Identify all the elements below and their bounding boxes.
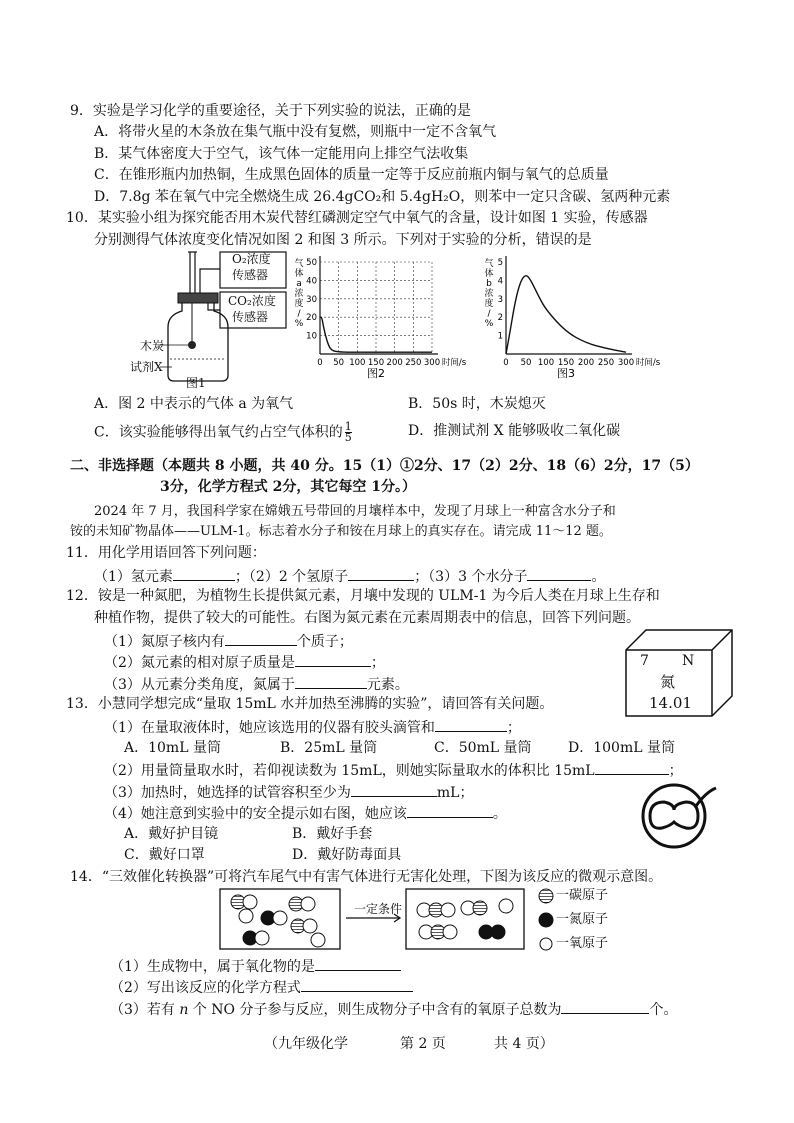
x-tick-label: 150 [557,358,575,368]
x-axis-label: 时间/s [441,358,467,368]
y-tick-label: 40 [306,276,317,287]
y-axis-label-char: 度 [484,299,494,309]
y-axis-label-char: 浓 [294,289,304,299]
figure-2-chart [290,248,470,390]
q12-stem-1: 12．铵是一种氮肥，为植物生长提供氮元素，月壤中发现的 ULM-1 为今后人类在月球上生存和 [66,588,660,604]
q12-part-1: （1）氮原子核内有 个质子； [104,631,353,651]
q13-option-b: B．25mL 量筒 [280,740,378,756]
charcoal-label: 木炭 [140,339,165,353]
y-tick-label: 10 [306,331,317,342]
figure-3-chart [480,248,670,390]
x-tick-label: 0 [503,358,509,368]
figure-1-caption: 图1 [186,376,206,390]
x-tick-label: 0 [317,358,323,368]
q10-option-a: A．图 2 中表示的气体 a 为氧气 [94,396,294,412]
q9-stem: 9．实验是学习化学的重要途径，关于下列实验的说法，正确的是 [70,103,471,119]
q10-option-d: D．推测试剂 X 能够吸收二氧化碳 [408,423,621,439]
y-tick-label: 4 [497,276,503,287]
answer-blank-instrument[interactable] [435,717,507,732]
o2-sensor-label-1: O₂浓度 [232,252,271,266]
q14-stem: 14．“三效催化转换器”可将汽车尾气中有害气体进行无害化处理，下图为该反应的微观示意图。 [70,869,663,885]
q13-safety-option-c: C．戴好口罩 [124,847,205,863]
answer-blank-protons[interactable] [225,631,297,646]
x-tick-label: 300 [617,358,635,368]
q9-option-b: B．某气体密度大于空气，该气体一定能用向上排空气法收集 [94,146,469,162]
element-name: 氮 [660,673,676,691]
y-axis-label-char: % [484,319,494,329]
y-axis-label-char: 体 [484,269,494,279]
q13-option-d: D．100mL 量筒 [568,740,675,756]
answer-blank-3-water-molecules[interactable] [527,566,591,581]
q10-stem-2: 分别测得气体浓度变化情况如图 2 和图 3 所示。下列对于实验的分析，错误的是 [94,232,592,248]
q13-part-2: （2）用量筒量取水时，若仰视读数为 15mL，则她实际量取水的体积比 15mL ； [104,760,683,780]
y-axis-label-char: 浓 [484,289,494,299]
series-line [506,276,626,354]
q10-option-b: B．50s 时，木炭熄灭 [408,396,546,412]
y-axis-label-char: / [297,309,301,319]
reaction-condition-label: 一定条件 [354,902,403,916]
x-tick-label: 200 [386,358,403,368]
co2-sensor-label-2: 传感器 [232,310,269,324]
legend-symbols [539,889,553,950]
x-tick-label: 250 [597,358,615,368]
passage-line-2: 铵的未知矿物晶体——ULM-1。标志着水分子和铵在月球上的真实存在。请完成 11～12 题。 [70,524,612,539]
answer-blank-oxygen-count[interactable] [561,999,649,1014]
legend-carbon: 一碳原子 [556,888,609,903]
q13-part-1: （1）在量取液体时，她应该选用的仪器有胶头滴管和 ； [104,717,521,737]
y-axis-label-char: 度 [294,299,304,309]
footer-total: 共 4 页） [494,1036,554,1052]
y-axis-label-char: 体 [294,269,304,279]
x-tick-label: 50 [333,358,345,368]
q10-option-c-text: C．该实验能够得出氧气约占空气体积的 [94,424,343,441]
q14-part-3: （3）若有 n 个 NO 分子参与反应，则生成物分子中含有的氧原子总数为 个。 [110,999,677,1019]
y-tick-label: 2 [497,313,503,324]
o2-sensor-label-2: 传感器 [232,268,269,282]
y-axis-label-char: b [486,279,492,289]
x-tick-label: 50 [520,358,532,368]
chart-caption: 图3 [557,367,575,380]
section-2-title-2: 3分，化学方程式 2分，其它每空 1分。） [160,479,416,495]
x-axis-label: 时间/s [635,358,661,368]
answer-blank-2-hydrogen-atoms[interactable] [348,566,414,581]
y-axis-label-char: 气 [294,259,304,269]
q12-part-2: （2）氮元素的相对原子质量是 ； [104,652,385,672]
fraction-one-fifth: $\frac{1}{5}$ [344,420,352,444]
y-tick-label: 3 [497,294,503,305]
section-2-title-1: 二、非选择题（本题共 8 小题，共 40 分。15（1）①2分、17（2）2分、18（6）2分，17（5） [70,458,699,474]
q13-part-4: （4）她注意到实验中的安全提示如右图，她应该 。 [104,803,507,823]
element-symbol: N [682,653,695,669]
y-axis-label-char: a [296,279,302,289]
q12-part-3: （3）从元素分类角度，氮属于 元素。 [104,674,409,694]
x-tick-label: 250 [405,358,422,368]
legend-oxygen: 一氧原子 [556,936,609,951]
answer-blank-hydrogen-element[interactable] [173,566,235,581]
oxygen-atom-symbol [540,938,552,950]
charcoal-piece [188,341,196,349]
q13-safety-option-d: D．戴好防毒面具 [292,847,402,863]
answer-blank-safety-action[interactable] [407,803,493,818]
y-axis-label-char: % [294,319,304,329]
q13-option-a: A．10mL 量筒 [124,740,221,756]
y-axis-label-char: / [487,309,491,319]
q10-option-c [94,422,354,443]
footer-page: 第 2 页 [400,1036,446,1052]
q9-option-c: C．在锥形瓶内加热铜，生成黑色固体的质量一定等于反应前瓶内铜与氧气的总质量 [94,167,609,183]
q12-stem-2: 种植作物，提供了较大的可能性。右图为氮元素在元素周期表中的信息，回答下列问题。 [94,610,640,626]
y-axis-label-char: 气 [484,259,494,269]
chart-caption: 图2 [367,367,385,380]
co2-sensor-label-1: CO₂浓度 [228,294,276,308]
answer-blank-volume-comparison[interactable] [595,760,669,775]
x-tick-label: 300 [423,358,441,368]
answer-blank-atomic-mass[interactable] [295,652,371,667]
q13-part-3: （3）加热时，她选择的试管容积至少为 mL； [104,782,473,802]
passage-line-1: 2024 年 7 月，我国科学家在嫦娥五号带回的月壤样本中，发现了月球上一种富含水分子和 [94,504,616,519]
x-tick-label: 200 [577,358,595,368]
q14-part-2: （2）写出该反应的化学方程式 [110,977,413,997]
q13-stem: 13．小慧同学想完成“量取 15mL 水并加热至沸腾的实验”，请回答有关问题。 [66,696,554,712]
y-tick-label: 50 [306,258,317,268]
y-tick-label: 1 [497,331,503,342]
q13-safety-option-a: A．戴好护目镜 [124,826,219,842]
safety-goggles-icon [634,778,718,850]
q9-option-d: D．7.8g 苯在氧气中完全燃烧生成 26.4gCO₂和 5.4gH₂O，则苯中一定只含碳、氢两种元素 [94,189,671,205]
carbon-atom-symbol [539,889,553,903]
answer-blank-oxide[interactable] [315,956,401,971]
q13-safety-option-b: B．戴好手套 [292,826,373,842]
legend-nitrogen: 一氮原子 [556,912,609,927]
q9-option-a: A．将带火星的木条放在集气瓶中没有复燃，则瓶中一定不含氧气 [94,124,497,140]
x-tick-label: 100 [537,358,555,368]
products-box [406,889,524,949]
q14-part-1: （1）生成物中，属于氧化物的是 [110,956,401,976]
q11-stem: 11．用化学用语回答下列问题： [66,545,266,561]
y-tick-label: 20 [306,313,317,324]
answer-blank-element-type[interactable] [295,674,367,689]
x-tick-label: 100 [349,358,366,368]
q11-answers: （1）氢元素 ；（2）2 个氢原子 ；（3）3 个水分子 。 [94,566,605,586]
footer-subject: （九年级化学 [264,1036,348,1052]
element-mass: 14.01 [649,694,692,712]
q13-option-c: C．50mL 量筒 [434,740,532,756]
y-tick-label: 30 [306,294,317,305]
element-atomic-number: 7 [640,653,649,669]
y-tick-label: 5 [497,258,503,268]
q10-stem-1: 10．某实验小组为探究能否用木炭代替红磷测定空气中氧气的含量，设计如图 1 实验，传感器 [66,210,648,226]
reagent-x-label: 试剂X [130,360,163,374]
answer-blank-test-tube-volume[interactable] [351,782,437,797]
nitrogen-atom-symbol [539,913,553,927]
answer-blank-equation[interactable] [301,977,413,992]
x-tick-label: 150 [367,358,385,368]
product-molecules [417,899,513,939]
